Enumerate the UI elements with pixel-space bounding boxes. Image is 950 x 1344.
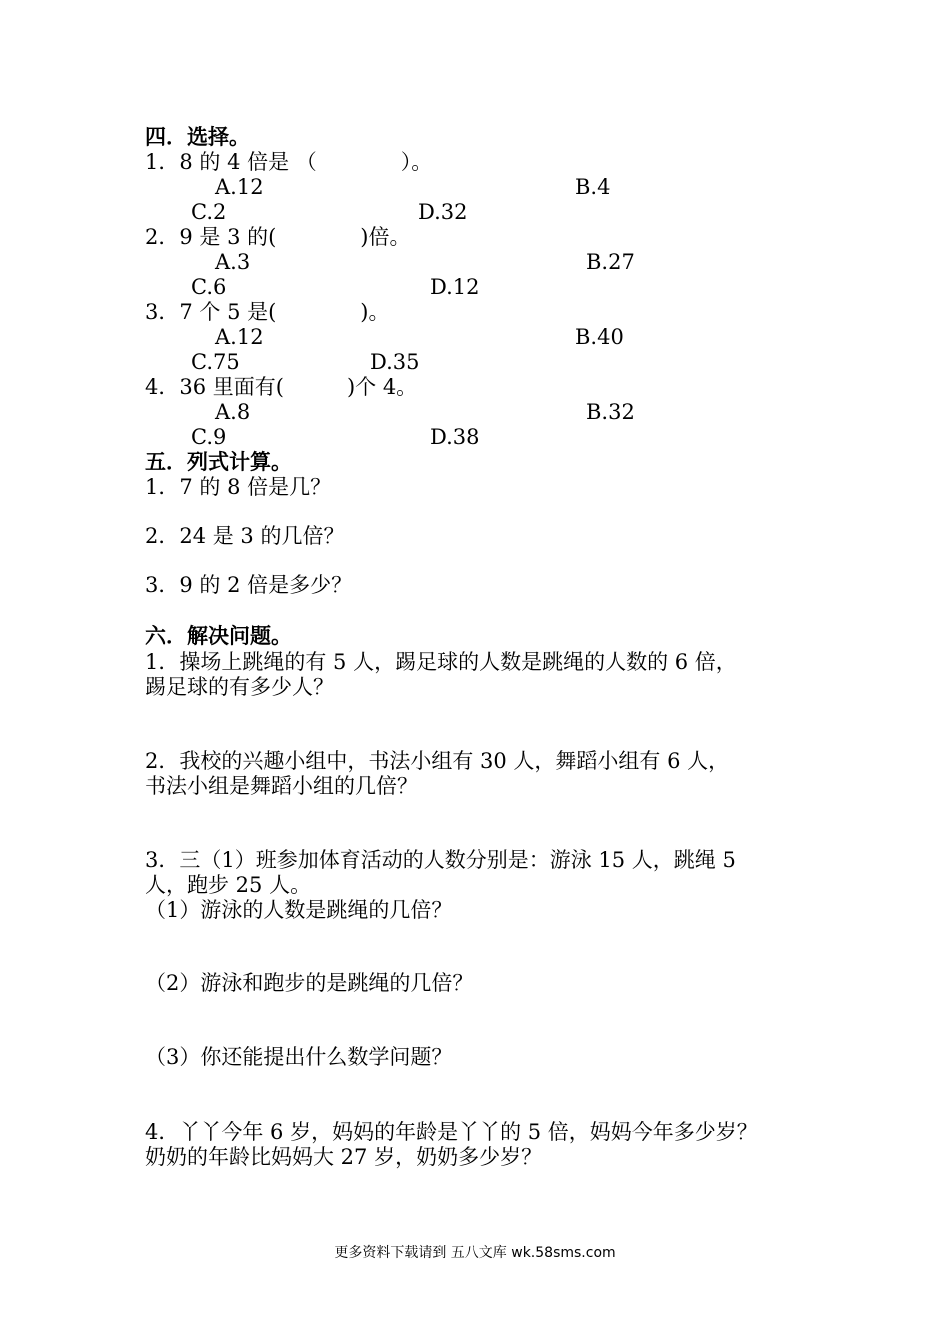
q6-3-sub2: （2）游泳和跑步的是跳绳的几倍？ [145,971,474,995]
q4-2-option-c: C.6 [191,275,227,299]
q4-1-stem: 1．8 的 4 倍是 （ ）。 [145,150,433,174]
q6-4-line1: 4．丫丫今年 6 岁，妈妈的年龄是丫丫的 5 倍，妈妈今年多少岁？ [145,1120,758,1144]
q4-1-option-d: D.32 [418,200,468,224]
section-six-heading: 六．解决问题。 [145,624,292,648]
q4-4-option-d: D.38 [430,425,480,449]
q4-3-option-d: D.35 [370,350,420,374]
q4-1-option-b: B.4 [575,175,611,199]
q4-3-option-c: C.75 [191,350,240,374]
q4-1-option-c: C.2 [191,200,227,224]
q6-3-sub1: （1）游泳的人数是跳绳的几倍？ [145,898,453,922]
q4-1-option-a: A.12 [215,175,264,199]
q4-2-option-a: A.3 [215,250,251,274]
q6-4-line2: 奶奶的年龄比妈妈大 27 岁，奶奶多少岁？ [145,1145,543,1169]
footer-download-note: 更多资料下载请到 五八文库 wk.58sms.com [334,1245,616,1261]
q6-1-line1: 1．操场上跳绳的有 5 人，踢足球的人数是跳绳的人数的 6 倍， [145,650,737,674]
q4-4-option-b: B.32 [586,400,635,424]
q4-4-option-a: A.8 [215,400,251,424]
q4-2-option-d: D.12 [430,275,480,299]
q4-3-option-b: B.40 [575,325,624,349]
q6-1-line2: 踢足球的有多少人？ [145,675,334,699]
q6-2-line2: 书法小组是舞蹈小组的几倍？ [145,774,418,798]
q4-4-stem: 4．36 里面有( )个 4。 [145,375,418,399]
q4-2-option-b: B.27 [586,250,635,274]
q4-3-option-a: A.12 [215,325,264,349]
q4-3-stem: 3．7 个 5 是( )。 [145,300,390,324]
q6-3-line2: 人，跑步 25 人。 [145,873,312,897]
q6-2-line1: 2．我校的兴趣小组中，书法小组有 30 人，舞蹈小组有 6 人， [145,749,730,773]
q5-1: 1．7 的 8 倍是几？ [145,475,332,499]
section-five-heading: 五．列式计算。 [145,450,292,474]
q5-3: 3．9 的 2 倍是多少？ [145,573,353,597]
q6-3-sub3: （3）你还能提出什么数学问题？ [145,1045,453,1069]
q4-4-option-c: C.9 [191,425,227,449]
q5-2: 2．24 是 3 的几倍？ [145,524,345,548]
q4-2-stem: 2．9 是 3 的( )倍。 [145,225,411,249]
q6-3-line1: 3．三（1）班参加体育活动的人数分别是：游泳 15 人，跳绳 5 [145,848,736,872]
section-four-heading: 四．选择。 [145,125,250,149]
